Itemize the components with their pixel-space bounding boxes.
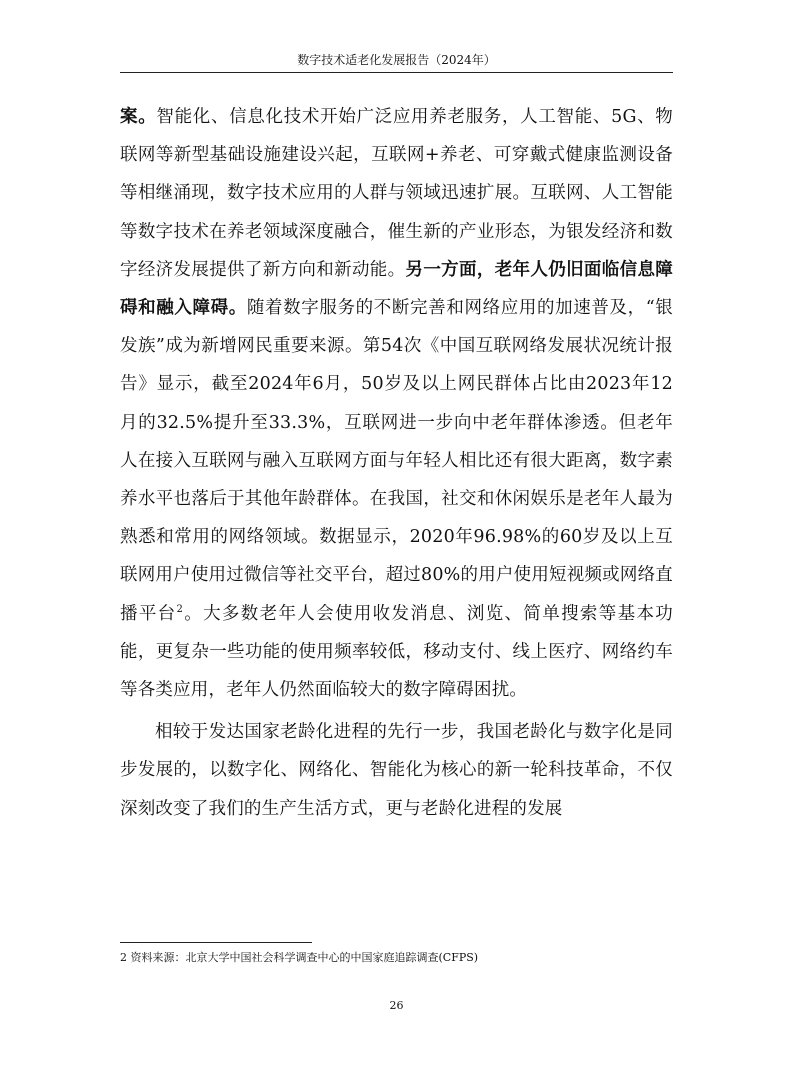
body-paragraph-1 — [120, 98, 673, 709]
bold-lead: 案。 — [120, 107, 157, 127]
paragraph-text: 随着数字服务的不断完善和网络应用的加速普及，“银发族”成为新增网民重要来源。第54次《中国互联网络发展状况统计报告》显示，截至2024年6月，50岁及以上网民群体占比由2023年12月的32.5%提升至33.3%，互联网进一步向中老年群体渗透。但老年人在接入互联网与融入互联网方面与年轻人相比还有很大距离，数字素养水平也落后于其他年龄群体。在我国，社交和休闲娱乐是老年人最为熟悉和常用的网络领域。数据显示，2020年96.98%的60岁及以上互联网用户使用过微信等社交平台，超过80%的用户使用短视频或网络直播平台 — [120, 298, 673, 624]
footnote-reference[interactable]: 2 — [176, 603, 184, 615]
header-divider — [120, 72, 673, 73]
paragraph-text: 。大多数老年人会使用收发消息、浏览、简单搜索等基本功能，更复杂一些功能的使用频率较低，移动支付、线上医疗、网络约车等各类应用，老年人仍然面临较大的数字障碍困扰。 — [120, 603, 673, 701]
body-paragraph-2: 相较于发达国家老龄化进程的先行一步，我国老龄化与数字化是同步发展的，以数字化、网络化、智能化为核心的新一轮科技革命，不仅深刻改变了我们的生产生活方式，更与老龄化进程的发展 — [120, 722, 673, 819]
footnote: 2 资料来源：北京大学中国社会科学调查中心的中国家庭追踪调查(CFPS) — [120, 951, 479, 964]
running-header: 数字技术适老化发展报告（2024年） — [297, 53, 496, 67]
bold-statement: 另一方面，老年人仍旧面临信息障碍和融入障碍。 — [120, 259, 674, 319]
footnote-divider — [120, 942, 312, 943]
page-number: 26 — [389, 999, 404, 1012]
main-content — [120, 98, 673, 828]
paragraph-text: 智能化、信息化技术开始广泛应用养老服务，人工智能、5G、物联网等新型基础设施建设兴起，互联网+养老、可穿戴式健康监测设备等相继涌现，数字技术应用的人群与领域迅速扩展。互联网、人工智能等数字技术在养老领域深度融合，催生新的产业形态，为银发经济和数字经济发展提供了新方向和新动能。 — [120, 107, 673, 280]
